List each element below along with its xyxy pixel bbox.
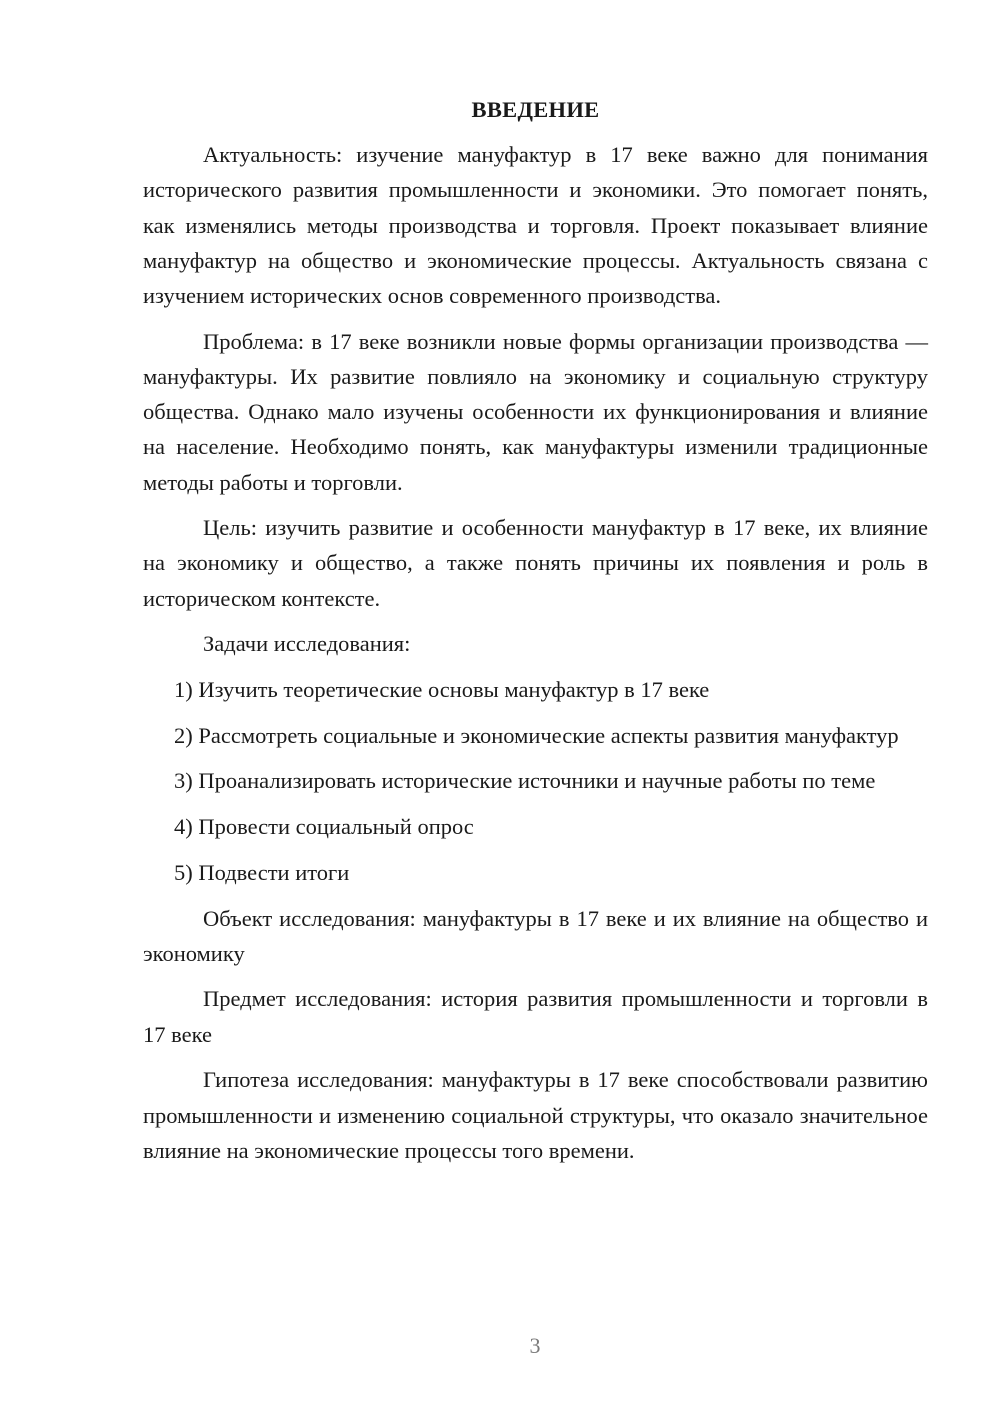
task-item: 4) Провести социальный опрос xyxy=(174,814,474,840)
problem-paragraph: Проблема: в 17 веке возникли новые формы организации производства — мануфактуры. Их развитие повлияло на экономику и социальную структуру общества. Однако мало изучены особенности их функционирования и влияние на население. Необходимо понять, как мануфактуры изменили традиционные методы работы и торговли. xyxy=(143,328,928,495)
document-page xyxy=(143,92,928,1178)
page-number: 3 xyxy=(529,1333,541,1358)
tasks-heading: Задачи исследования: xyxy=(203,631,411,657)
object-paragraph: Объект исследования: мануфактуры в 17 веке и их влияние на общество и экономику xyxy=(143,905,928,966)
goal-paragraph: Цель: изучить развитие и особенности мануфактур в 17 веке, их влияние на экономику и общество, а также понять причины их появления и роль в историческом контексте. xyxy=(143,515,928,611)
task-item: 3) Проанализировать исторические источники и научные работы по теме xyxy=(174,768,876,794)
task-item: 1) Изучить теоретические основы мануфактур в 17 веке xyxy=(174,677,710,703)
subject-paragraph: Предмет исследования: история развития промышленности и торговли в 17 веке xyxy=(143,986,928,1047)
relevance-paragraph: Актуальность: изучение мануфактур в 17 веке важно для понимания исторического развития промышленности и экономики. Это помогает понять, как изменялись методы производства и торговля. Проект показывает влияние мануфактур на общество и экономические процессы. Актуальность связана с изучением исторических основ современного производства. xyxy=(143,142,928,309)
hypothesis-paragraph: Гипотеза исследования: мануфактуры в 17 веке способствовали развитию промышленности и изменению социальной структуры, что оказало значительное влияние на экономические процессы того времени. xyxy=(143,1067,928,1163)
page-title: ВВЕДЕНИЕ xyxy=(471,97,600,122)
task-item: 5) Подвести итоги xyxy=(174,859,350,885)
task-item: 2) Рассмотреть социальные и экономические аспекты развития мануфактур xyxy=(174,722,899,748)
